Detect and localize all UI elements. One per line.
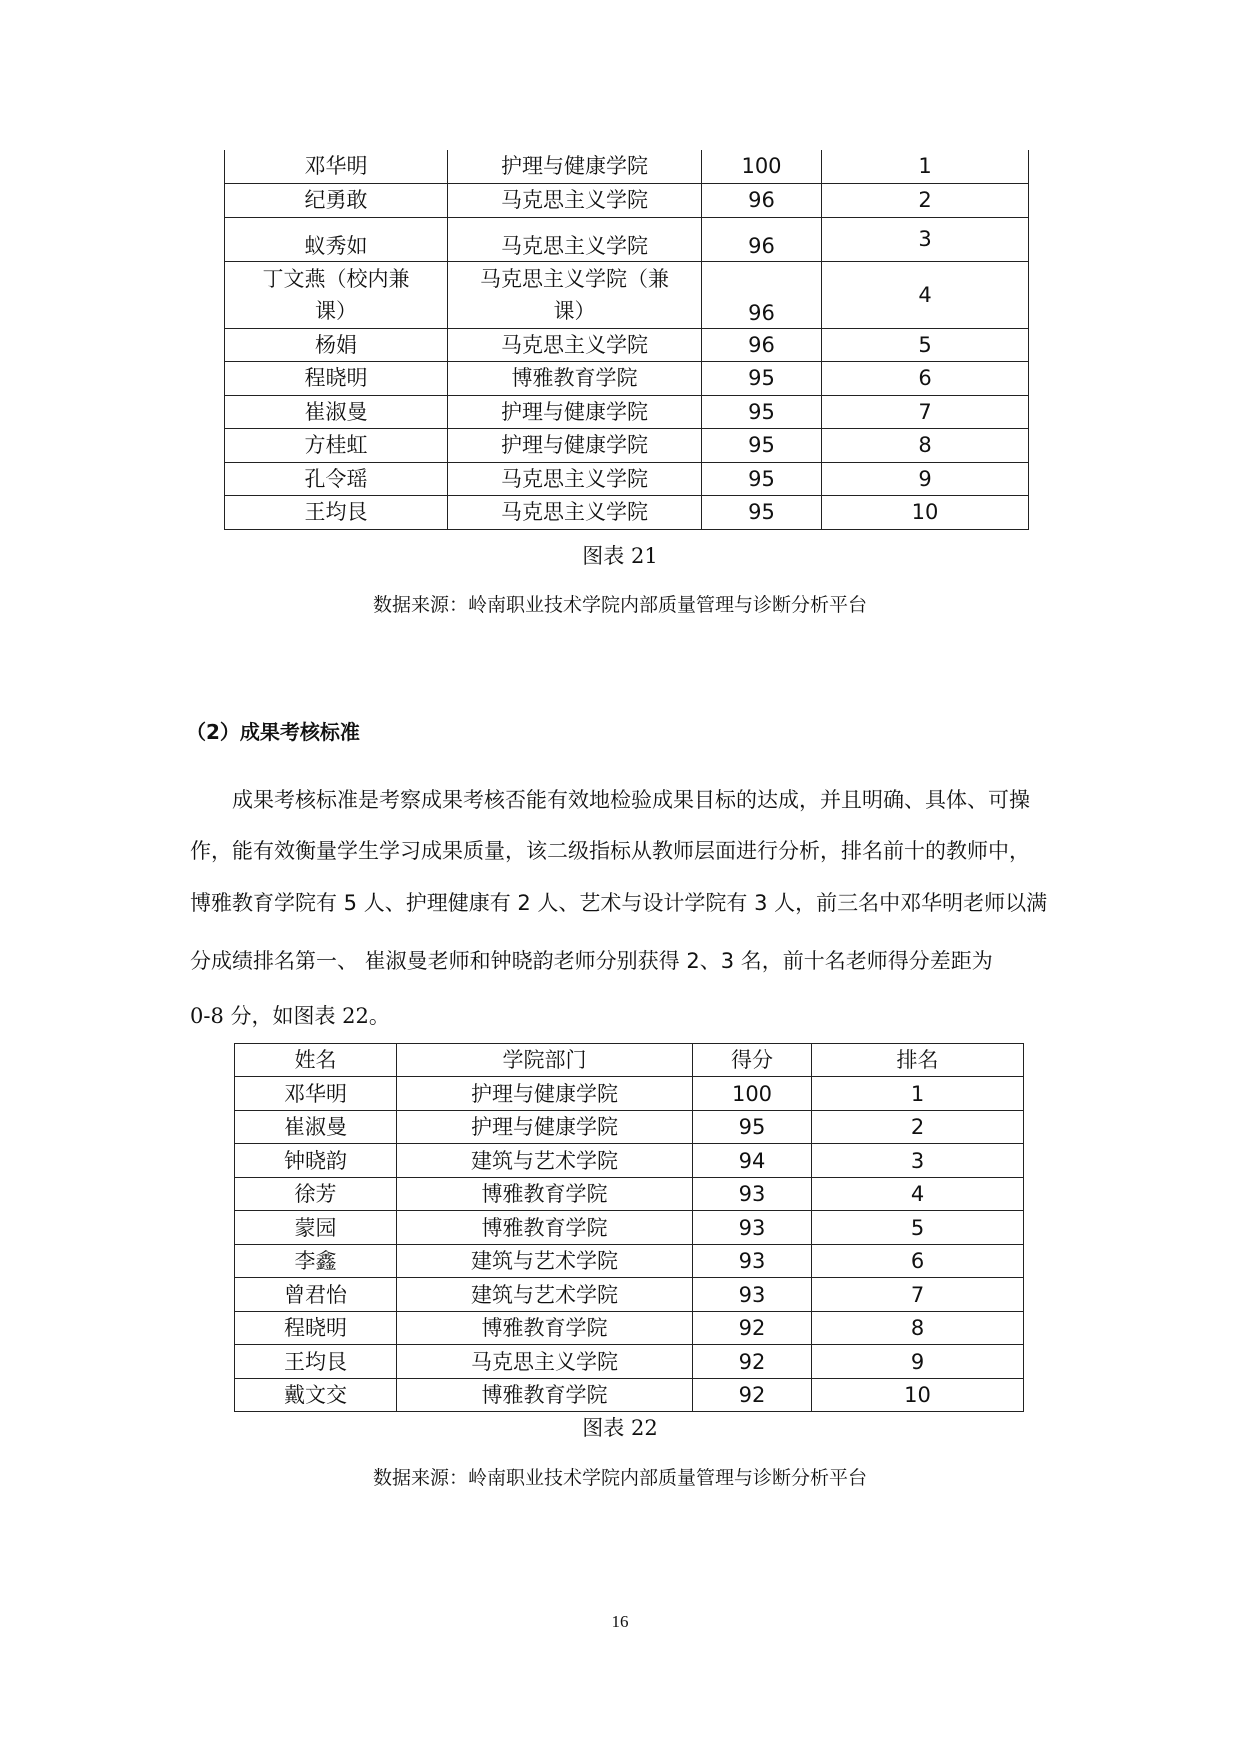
table-row: [235, 1312, 1024, 1345]
data-source-note: 数据来源：岭南职业技术学院内部质量管理与诊断分析平台: [372, 594, 867, 616]
paragraph-line: [190, 1000, 1060, 1030]
paragraph-text-serif: 前十名老师得分差距为: [782, 949, 993, 973]
table-cell-name: 王均艮: [235, 1345, 397, 1379]
table-cell-name: 孔令瑶: [225, 462, 448, 495]
table-cell-name: 戴文交: [235, 1379, 397, 1412]
table-row: [235, 1178, 1024, 1211]
table-caption: 图表 21: [582, 544, 658, 568]
table-cell-name: 崔淑曼: [225, 395, 448, 428]
table-row: [225, 361, 1029, 395]
table-cell-score: 95: [702, 495, 822, 529]
table-cell-rank: 10: [812, 1379, 1024, 1412]
table-cell-dept: 护理与健康学院: [448, 428, 702, 462]
table-cell-dept: 护理与健康学院: [397, 1077, 693, 1111]
table-cell-score: 100: [702, 150, 822, 183]
paragraph-line: [190, 945, 1060, 975]
table-cell-rank: 8: [822, 428, 1029, 462]
table-cell-score: 92: [693, 1345, 812, 1379]
paragraph-text: 作，能有效衡量学生学习成果质量，该二级指标从教师层面进行分析，排名前十的教师中，: [190, 839, 1030, 863]
table-cell-score: 96: [702, 328, 822, 361]
table-cell-dept: 马克思主义学院（兼课）: [448, 261, 702, 328]
table-row: [225, 217, 1029, 261]
paragraph-text: 成果考核标准是考察成果考核否能有效地检验成果目标的达成，并且明确、具体、可操: [232, 788, 1030, 812]
table-cell-score: 93: [693, 1211, 812, 1245]
table-row: [235, 1345, 1024, 1379]
table-cell-name: 蒙园: [235, 1211, 397, 1245]
paragraph-line: [190, 784, 1060, 814]
column-header-score: 得分: [693, 1044, 812, 1077]
column-header-rank: 排名: [812, 1044, 1024, 1077]
table-cell-name: 方桂虹: [225, 428, 448, 462]
table-cell-score: 100: [693, 1077, 812, 1111]
table-cell-name: 纪勇敢: [225, 183, 448, 217]
paragraph-text: 分成绩排名第一、 崔淑曼老师和钟晓韵老师分别获得 2、3 名，: [190, 949, 783, 973]
table-row: [225, 150, 1029, 183]
table-cell-dept: 博雅教育学院: [397, 1178, 693, 1211]
table-cell-rank: 1: [812, 1077, 1024, 1111]
table-cell-rank: 3: [822, 217, 1029, 261]
table-cell-rank: 4: [812, 1178, 1024, 1211]
table-cell-dept: 马克思主义学院: [448, 328, 702, 361]
table-cell-rank: 7: [822, 395, 1029, 428]
table-cell-rank: 6: [822, 361, 1029, 395]
paragraph-line: [190, 835, 1060, 865]
table-row: [225, 183, 1029, 217]
table-row: [235, 1379, 1024, 1412]
table-cell-name: 王均艮: [225, 495, 448, 529]
table-cell-rank: 7: [812, 1278, 1024, 1312]
table-cell-name: 崔淑曼: [235, 1111, 397, 1144]
table-cell-rank: 2: [812, 1111, 1024, 1144]
table-cell-rank: 3: [812, 1144, 1024, 1178]
table-cell-rank: 10: [822, 495, 1029, 529]
table-cell-dept: 护理与健康学院: [448, 150, 702, 183]
paragraph-line: [190, 887, 1060, 917]
table-header-row: [235, 1044, 1024, 1077]
table-cell-name: 杨娟: [225, 328, 448, 361]
table-cell-dept: 马克思主义学院: [397, 1345, 693, 1379]
table-cell-dept: 博雅教育学院: [397, 1379, 693, 1412]
table-row: [235, 1077, 1024, 1111]
table-cell-score: 92: [693, 1312, 812, 1345]
table-cell-dept: 护理与健康学院: [448, 395, 702, 428]
table-cell-dept: 马克思主义学院: [448, 183, 702, 217]
teacher-ranking-table-21: [224, 150, 1029, 530]
table-cell-score: 95: [702, 361, 822, 395]
table-cell-rank: 4: [822, 261, 1029, 328]
paragraph-text-serif: 0-8 分，如图表 22。: [190, 1004, 390, 1028]
table-cell-name: 程晓明: [235, 1312, 397, 1345]
table-cell-dept: 马克思主义学院: [448, 462, 702, 495]
table-row: [225, 428, 1029, 462]
table-cell-dept: 马克思主义学院: [448, 495, 702, 529]
table-cell-dept: 建筑与艺术学院: [397, 1245, 693, 1278]
table-cell-score: 93: [693, 1245, 812, 1278]
table-cell-score: 95: [702, 428, 822, 462]
table-row: [235, 1278, 1024, 1312]
table-cell-rank: 5: [822, 328, 1029, 361]
data-source-note: 数据来源：岭南职业技术学院内部质量管理与诊断分析平台: [372, 1467, 867, 1489]
table-cell-rank: 5: [812, 1211, 1024, 1245]
table-cell-score: 93: [693, 1278, 812, 1312]
paragraph-text: 博雅教育学院有 5 人、护理健康有 2 人、艺术与设计学院有 3 人，前三名中邓华明老师以满: [190, 891, 1048, 915]
table-cell-dept: 博雅教育学院: [448, 361, 702, 395]
table-cell-score: 96: [702, 217, 822, 261]
table-cell-rank: 1: [822, 150, 1029, 183]
table-row: [225, 261, 1029, 328]
table-caption: 图表 22: [582, 1416, 658, 1440]
page-number: 16: [611, 1612, 629, 1631]
table-row: [235, 1144, 1024, 1178]
table-cell-name: 丁文燕（校内兼课）: [225, 261, 448, 328]
table-row: [225, 328, 1029, 361]
table-cell-name: 蚁秀如: [225, 217, 448, 261]
table-cell-name: 邓华明: [225, 150, 448, 183]
table-cell-score: 96: [702, 183, 822, 217]
table-cell-rank: 9: [822, 462, 1029, 495]
table-cell-score: 93: [693, 1178, 812, 1211]
column-header-name: 姓名: [235, 1044, 397, 1077]
table-cell-dept: 博雅教育学院: [397, 1211, 693, 1245]
table-cell-name: 曾君怡: [235, 1278, 397, 1312]
table-cell-score: 94: [693, 1144, 812, 1178]
table-cell-name: 程晓明: [225, 361, 448, 395]
table-cell-rank: 2: [822, 183, 1029, 217]
table-cell-name: 李鑫: [235, 1245, 397, 1278]
table-row: [235, 1111, 1024, 1144]
table-cell-rank: 8: [812, 1312, 1024, 1345]
table-cell-name: 钟晓韵: [235, 1144, 397, 1178]
table-row: [235, 1211, 1024, 1245]
table-cell-dept: 护理与健康学院: [397, 1111, 693, 1144]
column-header-dept: 学院部门: [397, 1044, 693, 1077]
table-cell-score: 92: [693, 1379, 812, 1412]
table-row: [235, 1245, 1024, 1278]
table-cell-score: 95: [702, 395, 822, 428]
table-cell-name: 邓华明: [235, 1077, 397, 1111]
table-cell-dept: 博雅教育学院: [397, 1312, 693, 1345]
table-cell-dept: 建筑与艺术学院: [397, 1144, 693, 1178]
section-heading: （2）成果考核标准: [186, 720, 360, 744]
teacher-ranking-table-22: [234, 1043, 1024, 1412]
table-cell-rank: 9: [812, 1345, 1024, 1379]
table-cell-score: 95: [702, 462, 822, 495]
table-cell-rank: 6: [812, 1245, 1024, 1278]
table-cell-score: 95: [693, 1111, 812, 1144]
table-cell-score: 96: [702, 261, 822, 328]
table-row: [225, 395, 1029, 428]
table-cell-dept: 马克思主义学院: [448, 217, 702, 261]
table-row: [225, 495, 1029, 529]
table-cell-name: 徐芳: [235, 1178, 397, 1211]
table-cell-dept: 建筑与艺术学院: [397, 1278, 693, 1312]
table-row: [225, 462, 1029, 495]
